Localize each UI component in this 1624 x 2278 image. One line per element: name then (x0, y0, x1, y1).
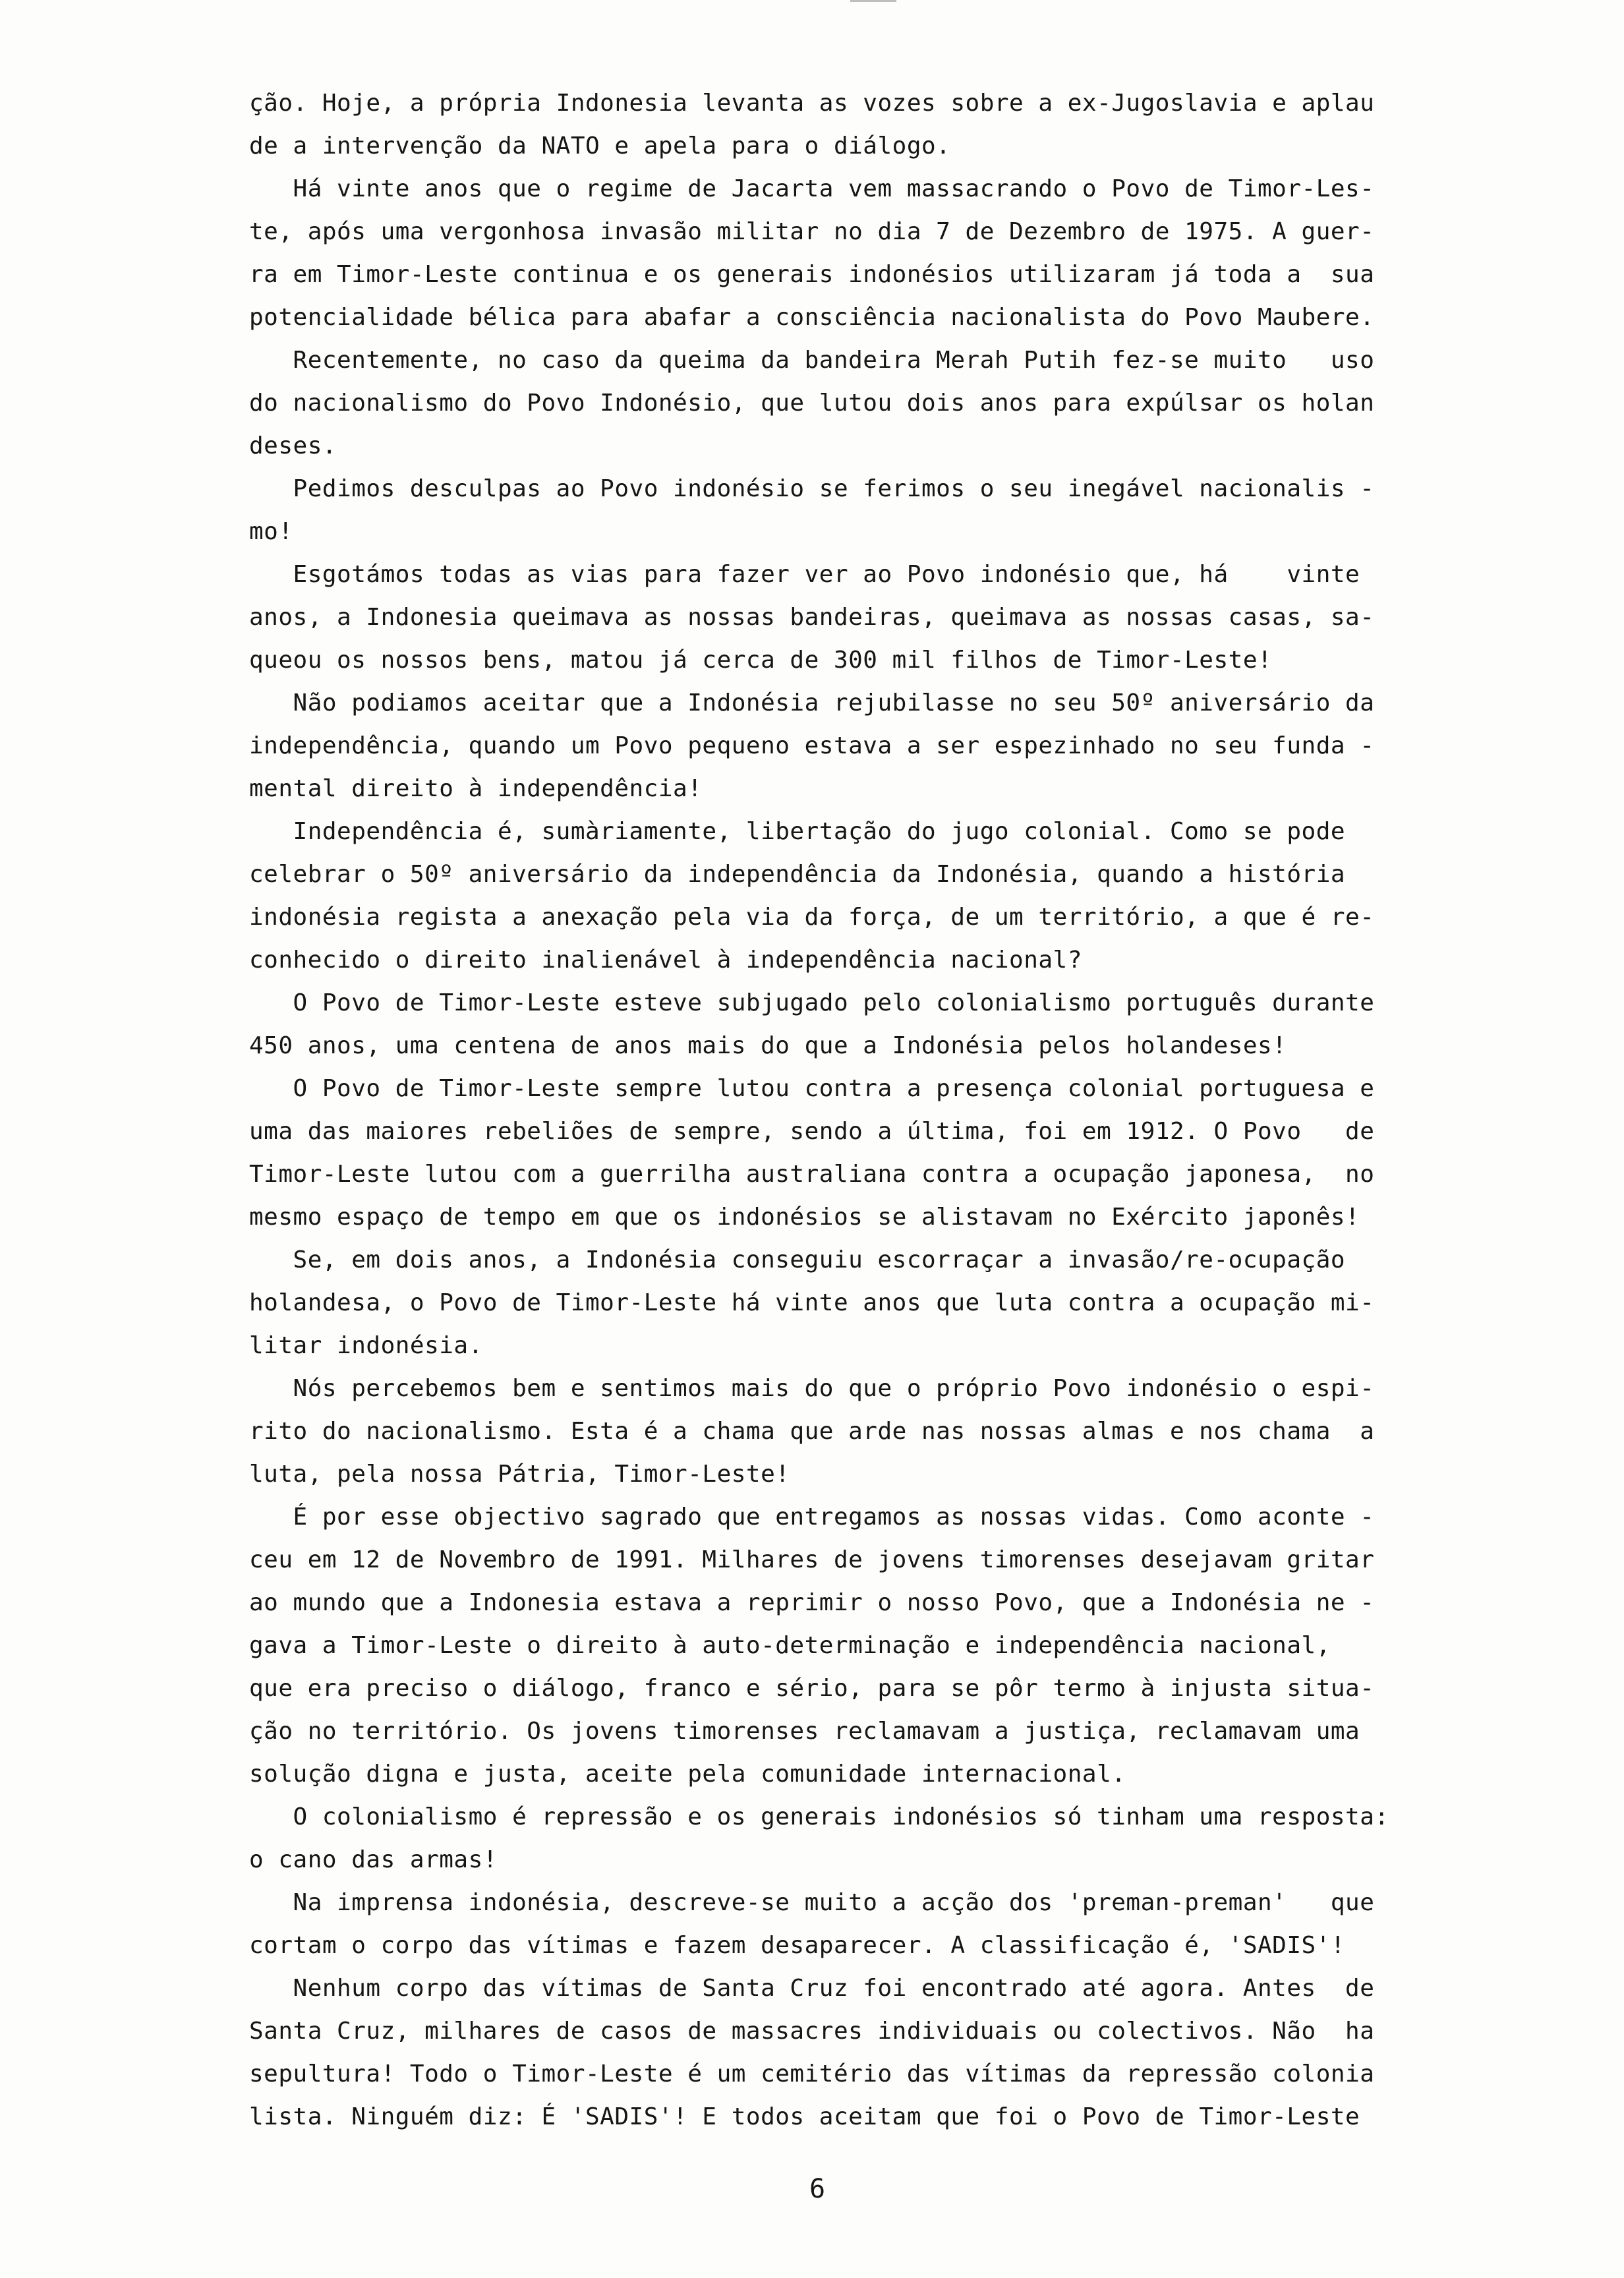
text-line: Nós percebemos bem e sentimos mais do que o próprio Povo indonésio o espi- (249, 1375, 1375, 1402)
document-body (249, 82, 1468, 2138)
text-line: de a intervenção da NATO e apela para o diálogo. (249, 132, 951, 160)
text-line: conhecido o direito inalienável à independência nacional? (249, 947, 1082, 974)
text-line: Independência é, sumàriamente, libertação do jugo colonial. Como se pode (249, 818, 1346, 845)
text-line: O Povo de Timor-Leste sempre lutou contra a presença colonial portuguesa e (249, 1075, 1375, 1102)
text-line: Não podiamos aceitar que a Indonésia rejubilasse no seu 50º aniversário da (249, 689, 1375, 716)
text-line: mental direito à independência! (249, 775, 703, 802)
text-line: deses. (249, 432, 337, 459)
scan-mark (850, 0, 896, 2)
text-line: Pedimos desculpas ao Povo indonésio se ferimos o seu inegável nacionalis - (249, 475, 1375, 502)
text-line: mo! (249, 518, 293, 545)
text-line: gava a Timor-Leste o direito à auto-determinação e independência nacional, (249, 1632, 1331, 1659)
text-line: Esgotámos todas as vias para fazer ver ao Povo indonésio que, há vinte (249, 561, 1360, 588)
text-line: cortam o corpo das vítimas e fazem desaparecer. A classificação é, 'SADIS'! (249, 1932, 1346, 1959)
text-line: queou os nossos bens, matou já cerca de 300 mil filhos de Timor-Leste! (249, 647, 1273, 674)
text-line: O Povo de Timor-Leste esteve subjugado pelo colonialismo português durante (249, 989, 1375, 1016)
text-line: Timor-Leste lutou com a guerrilha australiana contra a ocupação japonesa, no (249, 1161, 1375, 1188)
text-line: sepultura! Todo o Timor-Leste é um cemitério das vítimas da repressão colonia (249, 2060, 1375, 2088)
text-line: Recentemente, no caso da queima da bandeira Merah Putih fez-se muito uso (249, 347, 1375, 374)
text-line: Há vinte anos que o regime de Jacarta vem massacrando o Povo de Timor-Les- (249, 175, 1375, 202)
text-line: luta, pela nossa Pátria, Timor-Leste! (249, 1461, 790, 1488)
text-line: litar indonésia. (249, 1332, 483, 1359)
text-line: Se, em dois anos, a Indonésia conseguiu escorraçar a invasão/re-ocupação (249, 1246, 1346, 1273)
text-line: o cano das armas! (249, 1846, 498, 1873)
text-line: É por esse objectivo sagrado que entregamos as nossas vidas. Como aconte - (249, 1504, 1375, 1531)
text-line: te, após uma vergonhosa invasão militar no dia 7 de Dezembro de 1975. A guer- (249, 218, 1375, 245)
text-line: do nacionalismo do Povo Indonésio, que lutou dois anos para expúlsar os holan (249, 390, 1375, 417)
text-line: celebrar o 50º aniversário da independência da Indonésia, quando a história (249, 861, 1346, 888)
text-line: holandesa, o Povo de Timor-Leste há vinte anos que luta contra a ocupação mi- (249, 1289, 1375, 1316)
text-line: ção no território. Os jovens timorenses reclamavam a justiça, reclamavam uma (249, 1718, 1360, 1745)
text-line: 450 anos, uma centena de anos mais do que a Indonésia pelos holandeses! (249, 1032, 1287, 1059)
text-line: independência, quando um Povo pequeno estava a ser espezinhado no seu funda - (249, 732, 1375, 759)
text-line: O colonialismo é repressão e os generais indonésios só tinham uma resposta: (249, 1803, 1389, 1830)
text-line: Santa Cruz, milhares de casos de massacres individuais ou colectivos. Não ha (249, 2018, 1375, 2045)
page-number: 6 (809, 2174, 826, 2204)
text-line: ceu em 12 de Novembro de 1991. Milhares de jovens timorenses desejavam gritar (249, 1546, 1375, 1573)
text-line: uma das maiores rebeliões de sempre, sendo a última, foi em 1912. O Povo de (249, 1118, 1375, 1145)
text-line: que era preciso o diálogo, franco e sério, para se pôr termo à injusta situa- (249, 1675, 1375, 1702)
text-line: Na imprensa indonésia, descreve-se muito a acção dos 'preman-preman' que (249, 1889, 1375, 1916)
text-line: ção. Hoje, a própria Indonesia levanta as vozes sobre a ex-Jugoslavia e aplau (249, 90, 1375, 117)
text-line: lista. Ninguém diz: É 'SADIS'! E todos aceitam que foi o Povo de Timor-Leste (249, 2103, 1360, 2130)
text-line: Nenhum corpo das vítimas de Santa Cruz foi encontrado até agora. Antes de (249, 1975, 1375, 2002)
text-line: ra em Timor-Leste continua e os generais indonésios utilizaram já toda a sua (249, 261, 1375, 288)
text-line: anos, a Indonesia queimava as nossas bandeiras, queimava as nossas casas, sa- (249, 604, 1375, 631)
text-line: rito do nacionalismo. Esta é a chama que arde nas nossas almas e nos chama a (249, 1418, 1375, 1445)
text-line: potencialidade bélica para abafar a consciência nacionalista do Povo Maubere. (249, 304, 1375, 331)
text-line: mesmo espaço de tempo em que os indonésios se alistavam no Exército japonês! (249, 1204, 1360, 1231)
text-line: indonésia regista a anexação pela via da força, de um território, a que é re- (249, 904, 1375, 931)
text-line: solução digna e justa, aceite pela comunidade internacional. (249, 1761, 1126, 1788)
text-line: ao mundo que a Indonesia estava a reprimir o nosso Povo, que a Indonésia ne - (249, 1589, 1375, 1616)
